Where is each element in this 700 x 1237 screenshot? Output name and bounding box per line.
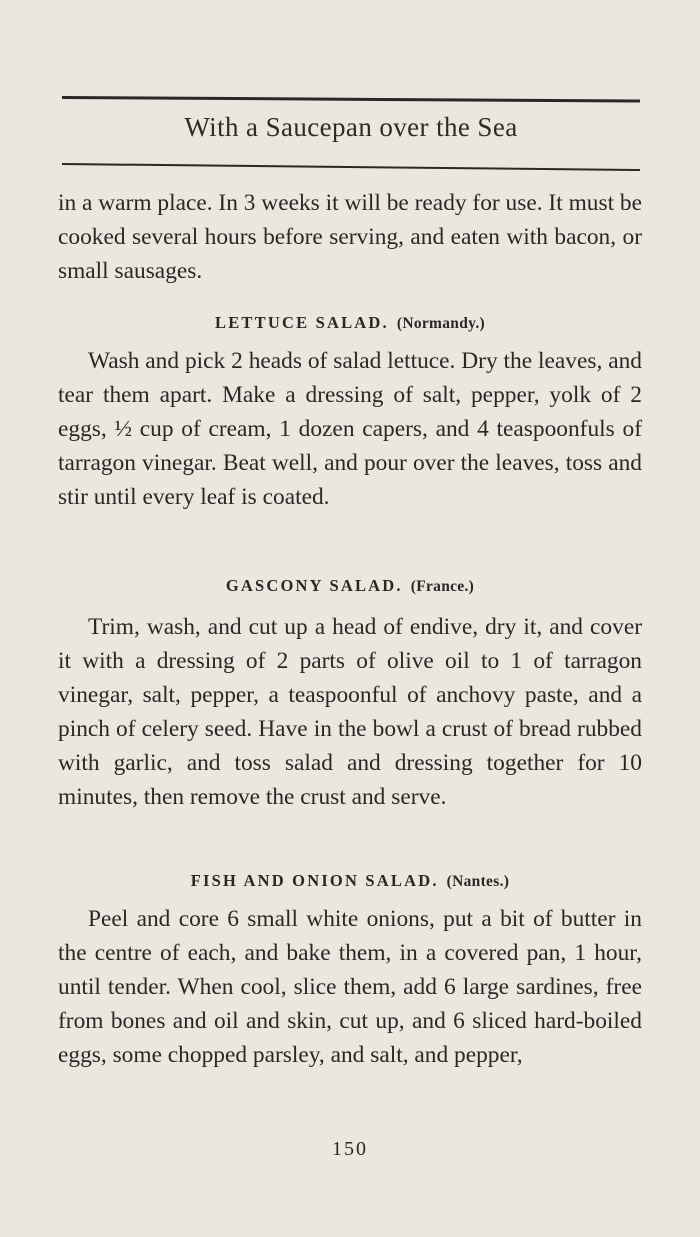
recipe-title: FISH AND ONION SALAD. <box>190 871 439 890</box>
recipe-origin: (Normandy.) <box>396 315 485 332</box>
recipe-heading-gascony-salad <box>58 576 642 596</box>
page-number: 150 <box>332 1138 368 1160</box>
paragraph-fish-onion-salad: Peel and core 6 small white onions, put a bit of butter in the centre of each, and bake them, in a covered pan, 1 hour, until tender. When cool, slice them, add 6 large sardines, free from bones and oil and skin, cut up, and 6 sliced hard-boiled eggs, some chopped parsley, and salt, and pepper, <box>58 906 642 1068</box>
recipe-title: LETTUCE SALAD. <box>215 313 389 332</box>
paragraph-gascony-salad: Trim, wash, and cut up a head of endive, dry it, and cover it with a dressing of 2 parts of olive oil to 1 of tarragon vinegar, salt, pepper, a teaspoonful of anchovy paste, and a pinch of celery seed. Have in the bowl a crust of bread rubbed with garlic, and toss salad and dressing together for 10 minutes, then remove the crust and serve. <box>58 614 642 810</box>
recipe-title: GASCONY SALAD. <box>225 576 403 595</box>
paragraph-continuation: in a warm place. In 3 weeks it will be ready for use. It must be cooked several hours before serving, and eaten with bacon, or small sausages. <box>58 190 642 284</box>
paragraph-lettuce-salad: Wash and pick 2 heads of salad lettuce. Dry the leaves, and tear them apart. Make a dressing of salt, pepper, yolk of 2 eggs, ½ cup of cream, 1 dozen capers, and 4 teaspoonfuls of tarragon vinegar. Beat well, and pour over the leaves, toss and stir until every leaf is coated. <box>58 348 642 510</box>
recipe-heading-fish-onion-salad <box>58 871 642 891</box>
recipe-origin: (Nantes.) <box>446 873 510 890</box>
header-rule-bottom <box>62 163 640 171</box>
header-rule-top <box>62 96 640 103</box>
running-header-title: With a Saucepan over the Sea <box>184 112 518 142</box>
recipe-origin: (France.) <box>410 578 475 595</box>
recipe-heading-lettuce-salad <box>58 313 642 333</box>
